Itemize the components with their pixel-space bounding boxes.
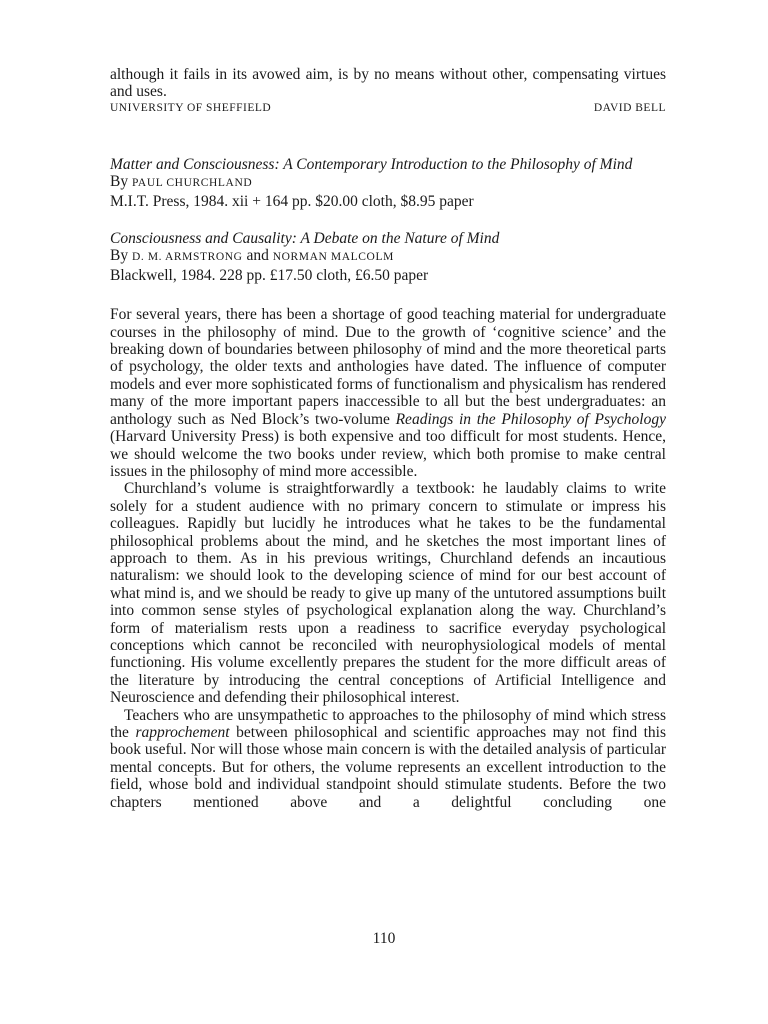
paragraph-text: Teachers who are unsympathetic to approaches to the philosophy of mind which stress the bbox=[110, 706, 666, 741]
reviewer-affiliation: UNIVERSITY OF SHEFFIELD bbox=[110, 101, 272, 114]
page-number: 110 bbox=[372, 930, 396, 947]
page-content bbox=[110, 66, 666, 811]
book-publication: Blackwell, 1984. 228 pp. £17.50 cloth, £6.50 paper bbox=[110, 266, 429, 284]
cited-book-title: Readings in the Philosophy of Psychology bbox=[395, 410, 666, 428]
and-label: and bbox=[246, 247, 269, 265]
paragraph-text: For several years, there has been a shortage of good teaching material for undergraduate courses in the philosophy of mind. Due to the growth of ‘cognitive science’ and the breaking down of boundaries between philosophy of mind and the more theoretical parts of psychology, the older texts and anthologies have dated. The influence of computer models and ever more sophisticated forms of functionalism and physicalism has rendered many of the more important papers inaccessible to all but the best undergraduates: an anthology such as Ned Block’s two-volume bbox=[110, 306, 666, 428]
book-publication: M.I.T. Press, 1984. xii + 164 pp. $20.00 cloth, $8.95 paper bbox=[110, 192, 474, 210]
book-author: D. M. ARMSTRONG bbox=[131, 251, 243, 264]
reviewer-name: DAVID BELL bbox=[593, 101, 666, 114]
paragraph-text: between philosophical and scientific approaches may not find this book useful. Nor will those whose main concern is with the detailed analysis of particular mental concepts. But for others, the volume represents an excellent introduction to the field, whose bold and individual standpoint should stimulate students. Before the two chapters mentioned above and a delightful concluding one bbox=[110, 724, 666, 811]
paragraph-2: Churchland’s volume is straightforwardly a textbook: he laudably claims to write solely for a student audience with no primary concern to stimulate or impress his colleagues. Rapidly but lucidly he introduces what he takes to be the fundamental philosophical problems about the mind, and he sketches the most important lines of approach to them. As in his previous writings, Churchland defends an incautious naturalism: we should look to the developing science of mind for our best account of what mind is, and we should be ready to give up many of the untutored assumptions built into common sense styles of psychological explanation along the way. Churchland’s form of materialism rests upon a readiness to sacrifice everyday psychological conceptions which cannot be reconciled with neurophysiological models of mental functioning. His volume excellently prepares the student for the more difficult areas of the literature by introducing the central conceptions of Artificial Intelligence and Neuroscience and defending their philosophical interest. bbox=[110, 480, 666, 707]
book-entry-2 bbox=[110, 230, 666, 284]
book-author: PAUL CHURCHLAND bbox=[131, 177, 253, 190]
review-body bbox=[110, 306, 666, 811]
by-label: By bbox=[110, 173, 129, 191]
reviewer-signature bbox=[110, 102, 666, 114]
previous-review-ending: although it fails in its avowed aim, is by no means without other, compensating virtues and uses. bbox=[110, 66, 666, 101]
paragraph-text: (Harvard University Press) is both expensive and too difficult for most students. Hence, we should welcome the two books under review, which both promise to make central issues in the philosophy of mind more accessible. bbox=[110, 428, 666, 480]
book-title: Consciousness and Causality: A Debate on the Nature of Mind bbox=[110, 230, 500, 248]
by-label: By bbox=[110, 247, 129, 265]
book-author-line bbox=[110, 247, 666, 266]
italic-term: rapprochement bbox=[135, 724, 230, 741]
paragraph-3 bbox=[110, 707, 666, 811]
book-author: NORMAN MALCOLM bbox=[272, 251, 394, 264]
paragraph-1 bbox=[110, 306, 666, 480]
book-entry-1 bbox=[110, 156, 666, 210]
book-title: Matter and Consciousness: A Contemporary Introduction to the Philosophy of Mind bbox=[110, 155, 633, 173]
book-author-line bbox=[110, 173, 666, 192]
